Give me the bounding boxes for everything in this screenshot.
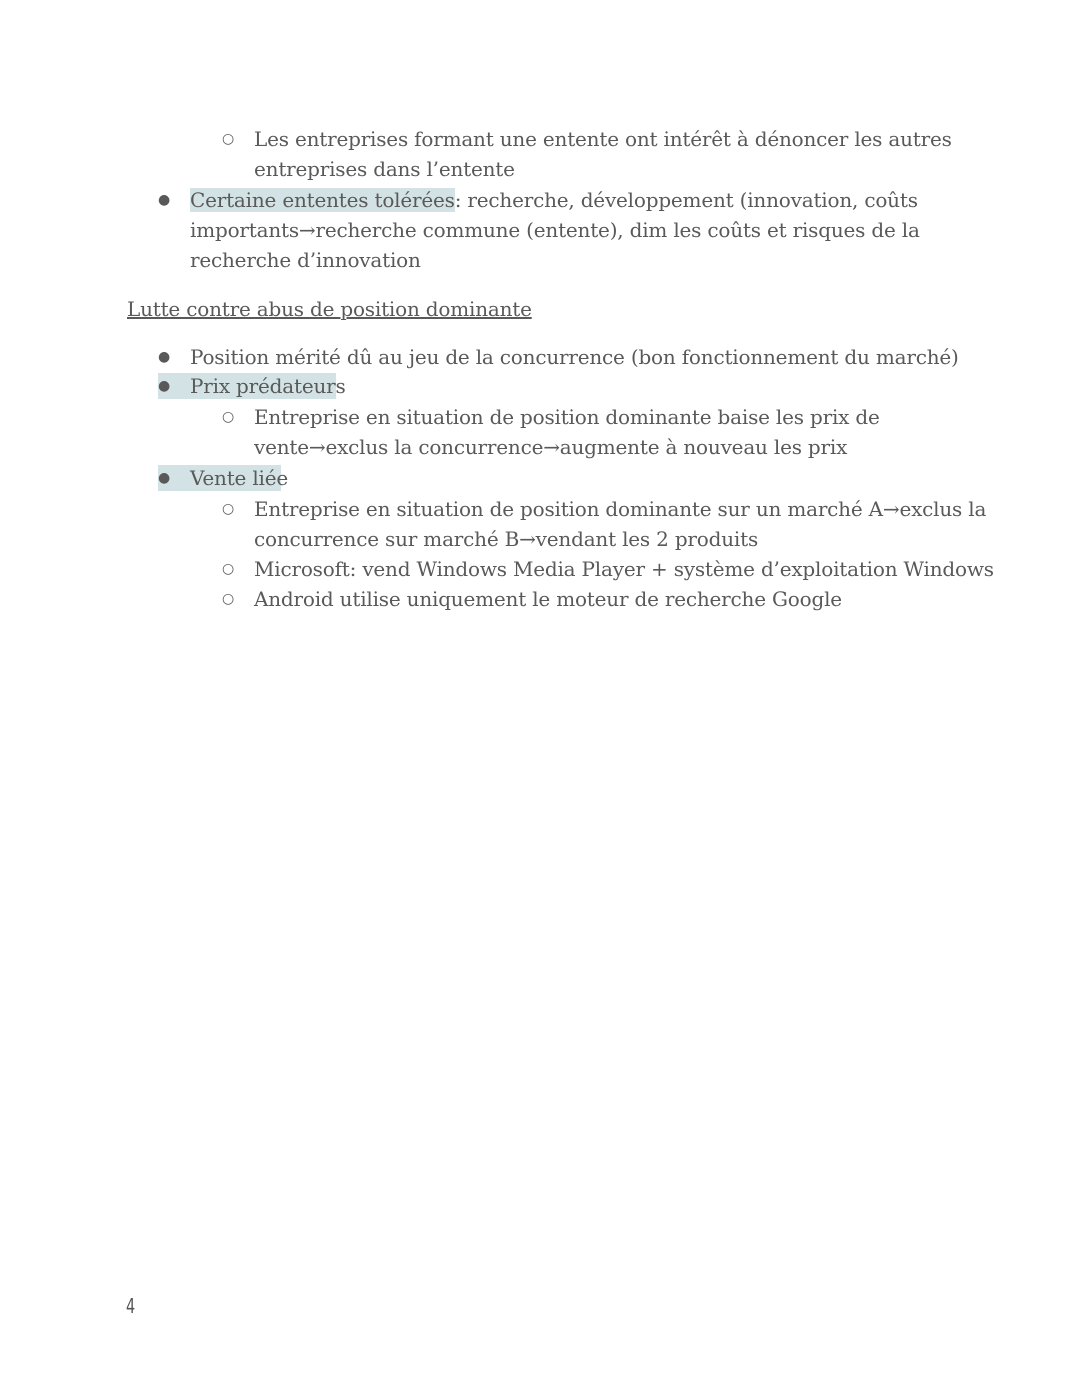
sub-item-text: Entreprise en situation de position dominante sur un marché A→exclus la — [254, 497, 987, 521]
sub-item-text: Android utilise uniquement le moteur de recherche Google — [254, 587, 842, 611]
filled-bullet-icon: ● — [158, 378, 171, 394]
hollow-bullet-icon: ○ — [222, 409, 235, 425]
page-number: 4 — [126, 1294, 136, 1318]
section-heading: Lutte contre abus de position dominante — [127, 297, 532, 321]
sub-item-text: entreprises dans l’entente — [254, 157, 515, 181]
sub-item-text: vente→exclus la concurrence→augmente à nouveau les prix — [254, 435, 848, 459]
hollow-bullet-icon: ○ — [222, 131, 235, 147]
filled-bullet-icon: ● — [158, 192, 171, 208]
list-item-text: recherche d’innovation — [190, 248, 421, 272]
filled-bullet-icon: ● — [158, 470, 171, 486]
list-item — [190, 185, 918, 215]
hollow-bullet-icon: ○ — [222, 501, 235, 517]
list-item-text: : recherche, développement (innovation, coûts — [454, 188, 918, 212]
list-item-text: Vente liée — [190, 466, 289, 490]
sub-item-text: Microsoft: vend Windows Media Player + système d’exploitation Windows — [254, 557, 994, 581]
sub-item-text: concurrence sur marché B→vendant les 2 produits — [254, 527, 759, 551]
highlighted-text: Certaine ententes tolérées — [190, 188, 455, 212]
list-item-text: Position mérité dû au jeu de la concurrence (bon fonctionnement du marché) — [190, 345, 959, 369]
sub-item-text: Entreprise en situation de position dominante baise les prix de — [254, 405, 880, 429]
hollow-bullet-icon: ○ — [222, 591, 235, 607]
sub-item-text: Les entreprises formant une entente ont intérêt à dénoncer les autres — [254, 127, 952, 151]
list-item-text: Prix prédateurs — [190, 374, 346, 398]
list-item-text: importants→recherche commune (entente), dim les coûts et risques de la — [190, 218, 920, 242]
hollow-bullet-icon: ○ — [222, 561, 235, 577]
filled-bullet-icon: ● — [158, 349, 171, 365]
